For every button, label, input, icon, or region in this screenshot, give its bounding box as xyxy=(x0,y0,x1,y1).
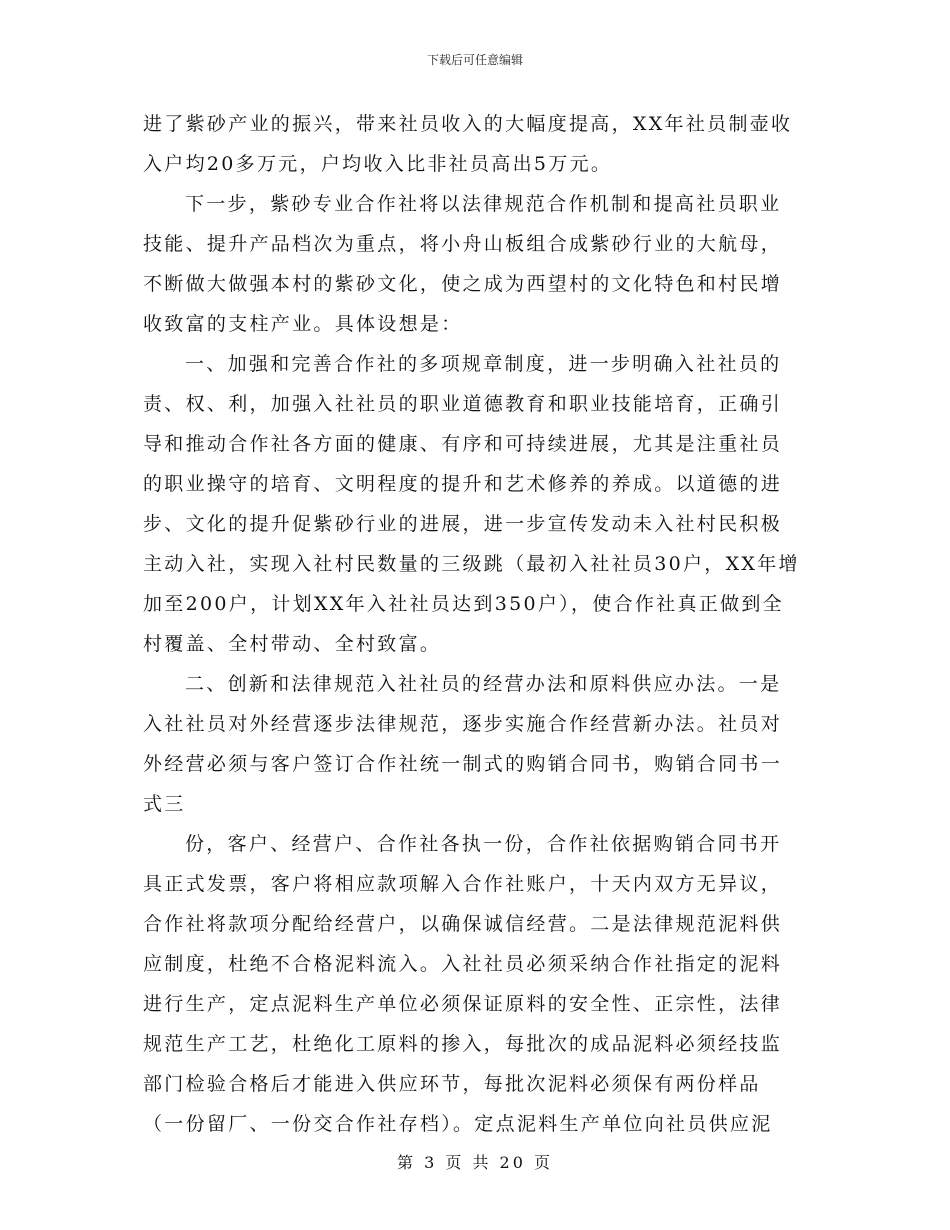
text-line-15: 二、创新和法律规范入社社员的经营办法和原料供应办法。一是 xyxy=(185,673,782,695)
text-line-5: 不断做大做强本村的紫砂文化，使之成为西望村的文化特色和村民增 xyxy=(143,273,783,295)
text-line-16: 入社社员对外经营逐步法律规范，逐步实施合作经营新办法。社员对 xyxy=(143,713,783,735)
text-line-23: 进行生产，定点泥料生产单位必须保证原料的安全性、正宗性，法律 xyxy=(143,993,783,1015)
page-footer: 第 3 页 共 20 页 xyxy=(397,1153,553,1172)
text-line-21: 合作社将款项分配给经营户，以确保诚信经营。二是法律规范泥料供 xyxy=(143,913,783,935)
text-line-17: 外经营必须与客户签订合作社统一制式的购销合同书，购销合同书一 xyxy=(143,753,783,775)
text-line-10: 的职业操守的培育、文明程度的提升和艺术修养的养成。以道德的进 xyxy=(143,473,783,495)
text-line-24: 规范生产工艺，杜绝化工原料的掺入，每批次的成品泥料必须经技监 xyxy=(143,1033,783,1055)
document-body xyxy=(143,104,807,1144)
text-line-26: （一份留厂、一份交合作社存档）。定点泥料生产单位向社员供应泥 xyxy=(143,1113,773,1135)
text-line-19: 份，客户、经营户、合作社各执一份，合作社依据购销合同书开 xyxy=(185,833,782,855)
text-line-2: 入户均20多万元，户均收入比非社员高出5万元。 xyxy=(143,153,613,175)
text-line-18: 式三 xyxy=(143,793,186,815)
text-line-4: 技能、提升产品档次为重点，将小舟山板组合成紫砂行业的大航母， xyxy=(143,233,783,255)
text-line-1: 进了紫砂产业的振兴，带来社员收入的大幅度提高，XX年社员制壶收 xyxy=(143,113,793,135)
text-line-3: 下一步，紫砂专业合作社将以法律规范合作机制和提高社员职业 xyxy=(185,193,782,215)
text-line-25: 部门检验合格后才能进入供应环节，每批次泥料必须保有两份样品 xyxy=(143,1073,761,1095)
text-line-12: 主动入社，实现入社村民数量的三级跳（最初入社社员30户，XX年增 xyxy=(143,553,800,575)
text-line-14: 村覆盖、全村带动、全村致富。 xyxy=(143,633,442,655)
text-line-6: 收致富的支柱产业。具体设想是： xyxy=(143,313,463,335)
page-header: 下载后可任意编辑 xyxy=(426,53,523,67)
text-line-11: 步、文化的提升促紫砂行业的进展，进一步宣传发动未入社村民积极 xyxy=(143,513,783,535)
text-line-9: 导和推动合作社各方面的健康、有序和可持续进展，尤其是注重社员 xyxy=(143,433,783,455)
text-line-22: 应制度，杜绝不合格泥料流入。入社社员必须采纳合作社指定的泥料 xyxy=(143,953,783,975)
text-line-8: 责、权、利，加强入社社员的职业道德教育和职业技能培育，正确引 xyxy=(143,393,783,415)
text-line-20: 具正式发票，客户将相应款项解入合作社账户，十天内双方无异议， xyxy=(143,873,783,895)
text-line-13: 加至200户，计划XX年入社社员达到350户），使合作社真正做到全 xyxy=(143,593,784,615)
text-line-7: 一、加强和完善合作社的多项规章制度，进一步明确入社社员的 xyxy=(185,353,782,375)
